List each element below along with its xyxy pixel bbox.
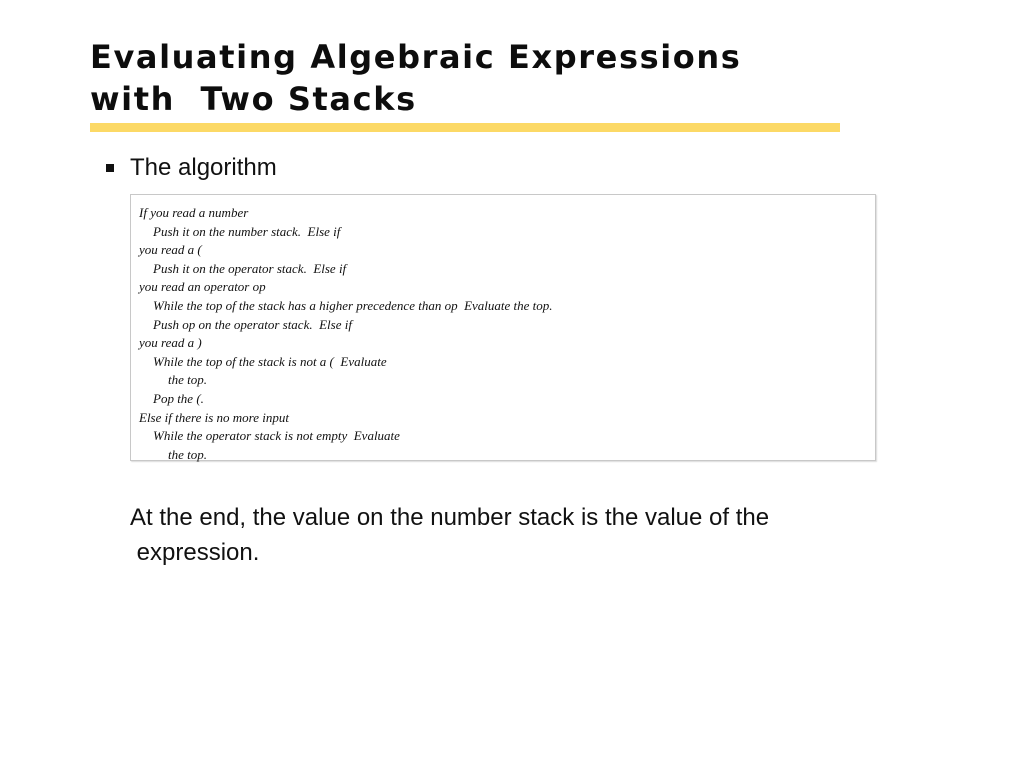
algorithm-box [130,194,876,461]
algorithm-line: the top. [168,446,207,462]
slide-title [90,36,850,120]
algorithm-line: you read a ( [139,242,202,258]
bullet-text: The algorithm [130,154,277,181]
title-underline [90,123,840,132]
algorithm-line: you read an operator op [139,279,266,295]
algorithm-line: If you read a number [139,205,249,220]
algorithm-line: Pop the (. [153,390,204,406]
conclusion-line: expression. [130,539,260,566]
algorithm-line: you read a ) [139,335,202,351]
algorithm-line: Push it on the number stack. Else if [153,223,341,239]
algorithm-line: Else if there is no more input [139,409,289,425]
algorithm-line: Push it on the operator stack. Else if [153,260,347,276]
algorithm-lines [139,204,553,464]
algorithm-line: the top. [168,372,207,388]
algorithm-line: While the top of the stack has a higher precedence than op Evaluate the top. [153,297,553,313]
slide-title-line: Evaluating Algebraic Expressions [90,38,742,76]
conclusion-line: At the end, the value on the number stack is the value of the [130,504,770,531]
algorithm-line: While the operator stack is not empty Evaluate [153,428,400,444]
bullet-square-icon [106,164,114,172]
algorithm-line: While the top of the stack is not a ( Evaluate [153,353,387,369]
slide-title-line: with Two Stacks [90,80,417,118]
conclusion-text [130,500,870,570]
algorithm-line: Push op on the operator stack. Else if [153,316,352,332]
